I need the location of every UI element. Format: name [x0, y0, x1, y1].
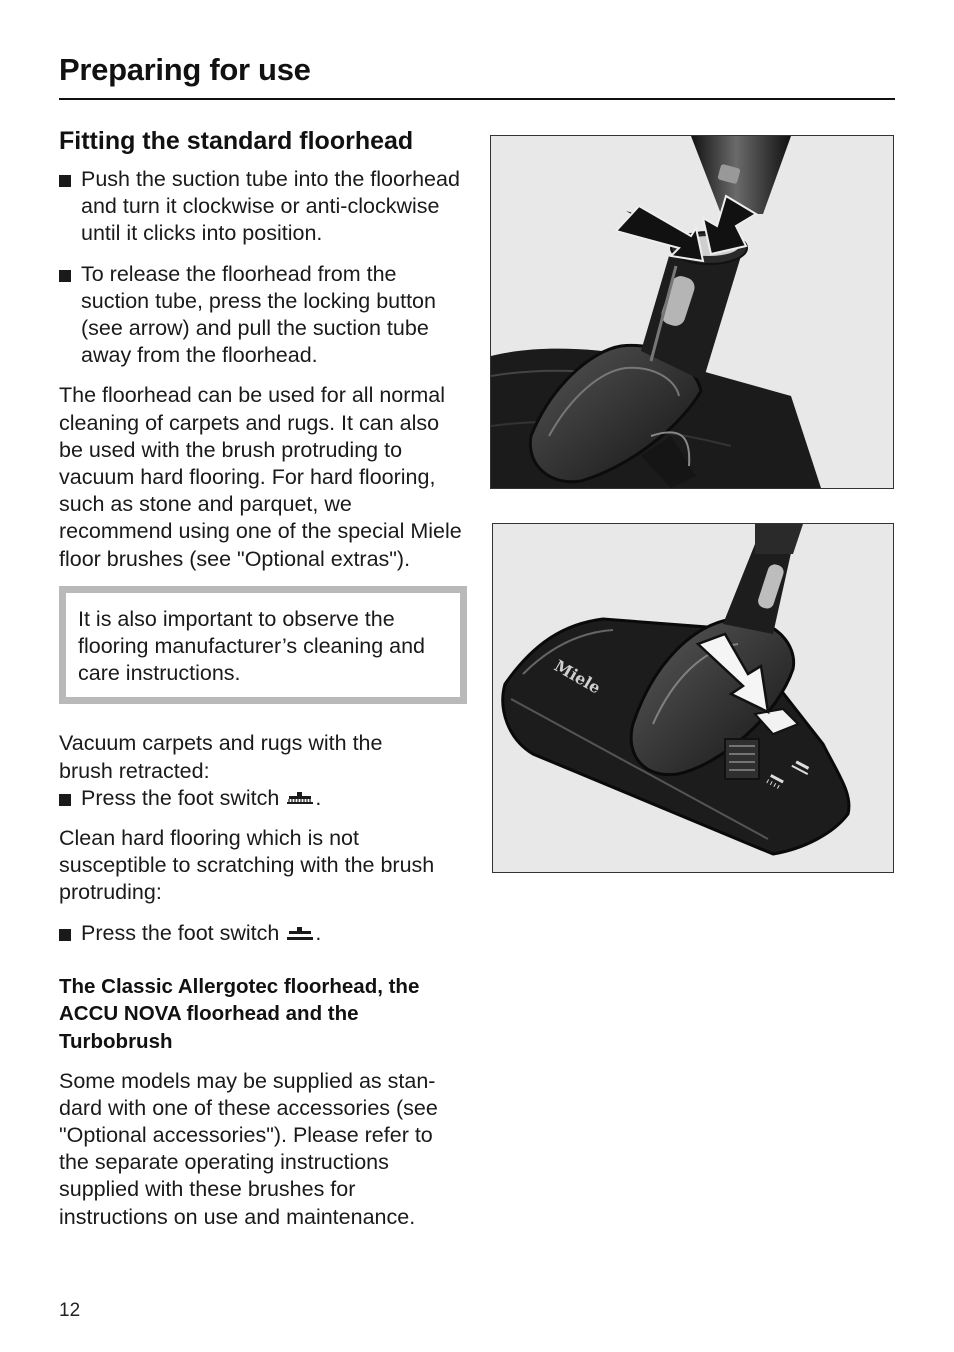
instruction-bullet-release: [59, 261, 467, 370]
bullet-square-icon: [59, 929, 71, 941]
subsection-paragraph: Some models may be supplied as stan-dard with one of these accessories (see "Optional accessories"). Please refer to the separate operating instructions supplied with these brushes for instructions on use and maintenance.: [59, 1068, 438, 1229]
bullet-square-icon: [59, 175, 71, 187]
subsection-heading: The Classic Allergotec floorhead, the ACCU NOVA floorhead and the Turbobrush: [59, 974, 420, 1054]
page-title: Preparing for use: [59, 52, 311, 87]
bullet-text: Push the suction tube into the floorhead and turn it clockwise or anti-clockwise until it clicks into position.: [81, 167, 460, 246]
instruction-bullet-attach: [59, 166, 467, 248]
usage-paragraph: The floorhead can be used for all normal cleaning of carpets and rugs. It can also be used with the brush protruding to vacuum hard flooring. For hard flooring, such as stone and parquet, we recommend using one of the special Miele floor brushes (see "Optional extras").: [59, 383, 462, 571]
page-number: 12: [59, 1300, 81, 1321]
bullet-text: Press the foot switch: [81, 920, 280, 945]
brand-logo-text: Miele: [551, 656, 605, 698]
brush-protruding-icon: [285, 925, 315, 943]
tube-connection-illustration: [491, 136, 893, 488]
bullet-square-icon: [59, 270, 71, 282]
left-column: [59, 124, 467, 1244]
bullet-square-icon: [59, 794, 71, 806]
figure-foot-switch: [492, 523, 894, 873]
note-box: [59, 586, 467, 705]
hard-floor-bullet: [59, 920, 467, 947]
note-text: It is also important to observe the flooring manufacturer’s cleaning and care instructions.: [78, 606, 426, 686]
section-heading: Fitting the standard floorhead: [59, 127, 414, 155]
carpets-text-line2: brush retracted:: [59, 758, 210, 783]
carpets-text-line1: Vacuum carpets and rugs with the: [59, 731, 383, 756]
hard-floor-text: Clean hard flooring which is not susceptible to scratching with the brush protruding:: [59, 826, 435, 905]
carpets-block: [59, 730, 467, 812]
carpets-bullet: [59, 785, 467, 812]
brush-retracted-icon: [285, 790, 315, 808]
floorhead-foot-switch-illustration: [493, 524, 893, 872]
title-rule: [59, 98, 895, 100]
period: .: [315, 920, 322, 945]
bullet-text: Press the foot switch: [81, 785, 280, 810]
period: .: [315, 785, 322, 810]
figure-tube-connection: [490, 135, 894, 489]
bullet-text: To release the floorhead from the suction tube, press the locking button (see arrow) and pull the suction tube away from the floorhead.: [81, 261, 436, 368]
